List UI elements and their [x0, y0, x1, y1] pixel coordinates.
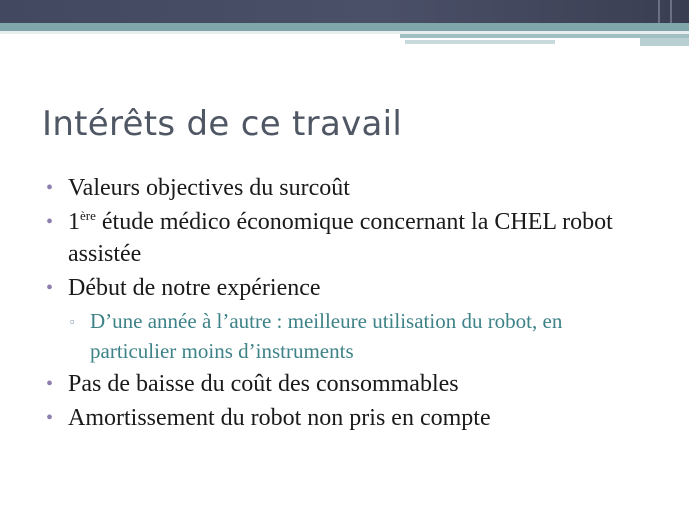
- bullet-text: Début de notre expérience: [68, 275, 321, 301]
- bullet-text: étude médico économique concernant la CHEL robot assistée: [68, 209, 613, 267]
- slide-title: Intérêts de ce travail: [42, 104, 403, 144]
- bullet-text: Amortissement du robot non pris en compte: [68, 405, 491, 431]
- header-band-accent: [640, 38, 689, 46]
- bullet-dot-icon: •: [46, 277, 54, 299]
- bullet-dot-icon: •: [46, 177, 54, 199]
- header-band-accent: [405, 40, 555, 44]
- bullet-dot-icon: •: [46, 211, 54, 233]
- bullet-item: [46, 368, 646, 400]
- header-stripe: [658, 0, 660, 23]
- header-band-teal: [0, 23, 689, 31]
- bullet-item: [46, 172, 646, 204]
- bullet-dot-icon: •: [46, 407, 54, 429]
- bullet-prefix: 1: [68, 209, 80, 235]
- bullet-superscript: ère: [80, 208, 96, 223]
- bullet-dot-icon: •: [46, 373, 54, 395]
- bullet-text: Valeurs objectives du surcoût: [68, 175, 350, 201]
- square-bullet-icon: ▫: [70, 314, 75, 329]
- bullet-text: Pas de baisse du coût des consommables: [68, 371, 459, 397]
- bullet-item: [46, 402, 646, 434]
- sub-bullet-item: [46, 306, 646, 366]
- bullet-item: [46, 272, 646, 304]
- header-stripe: [670, 0, 672, 23]
- header-band-dark: [0, 0, 689, 23]
- sub-bullet-text: D’une année à l’autre : meilleure utilisation du robot, en particulier moins d’instruments: [90, 309, 563, 363]
- bullet-list: [46, 172, 646, 436]
- bullet-item: [46, 206, 646, 270]
